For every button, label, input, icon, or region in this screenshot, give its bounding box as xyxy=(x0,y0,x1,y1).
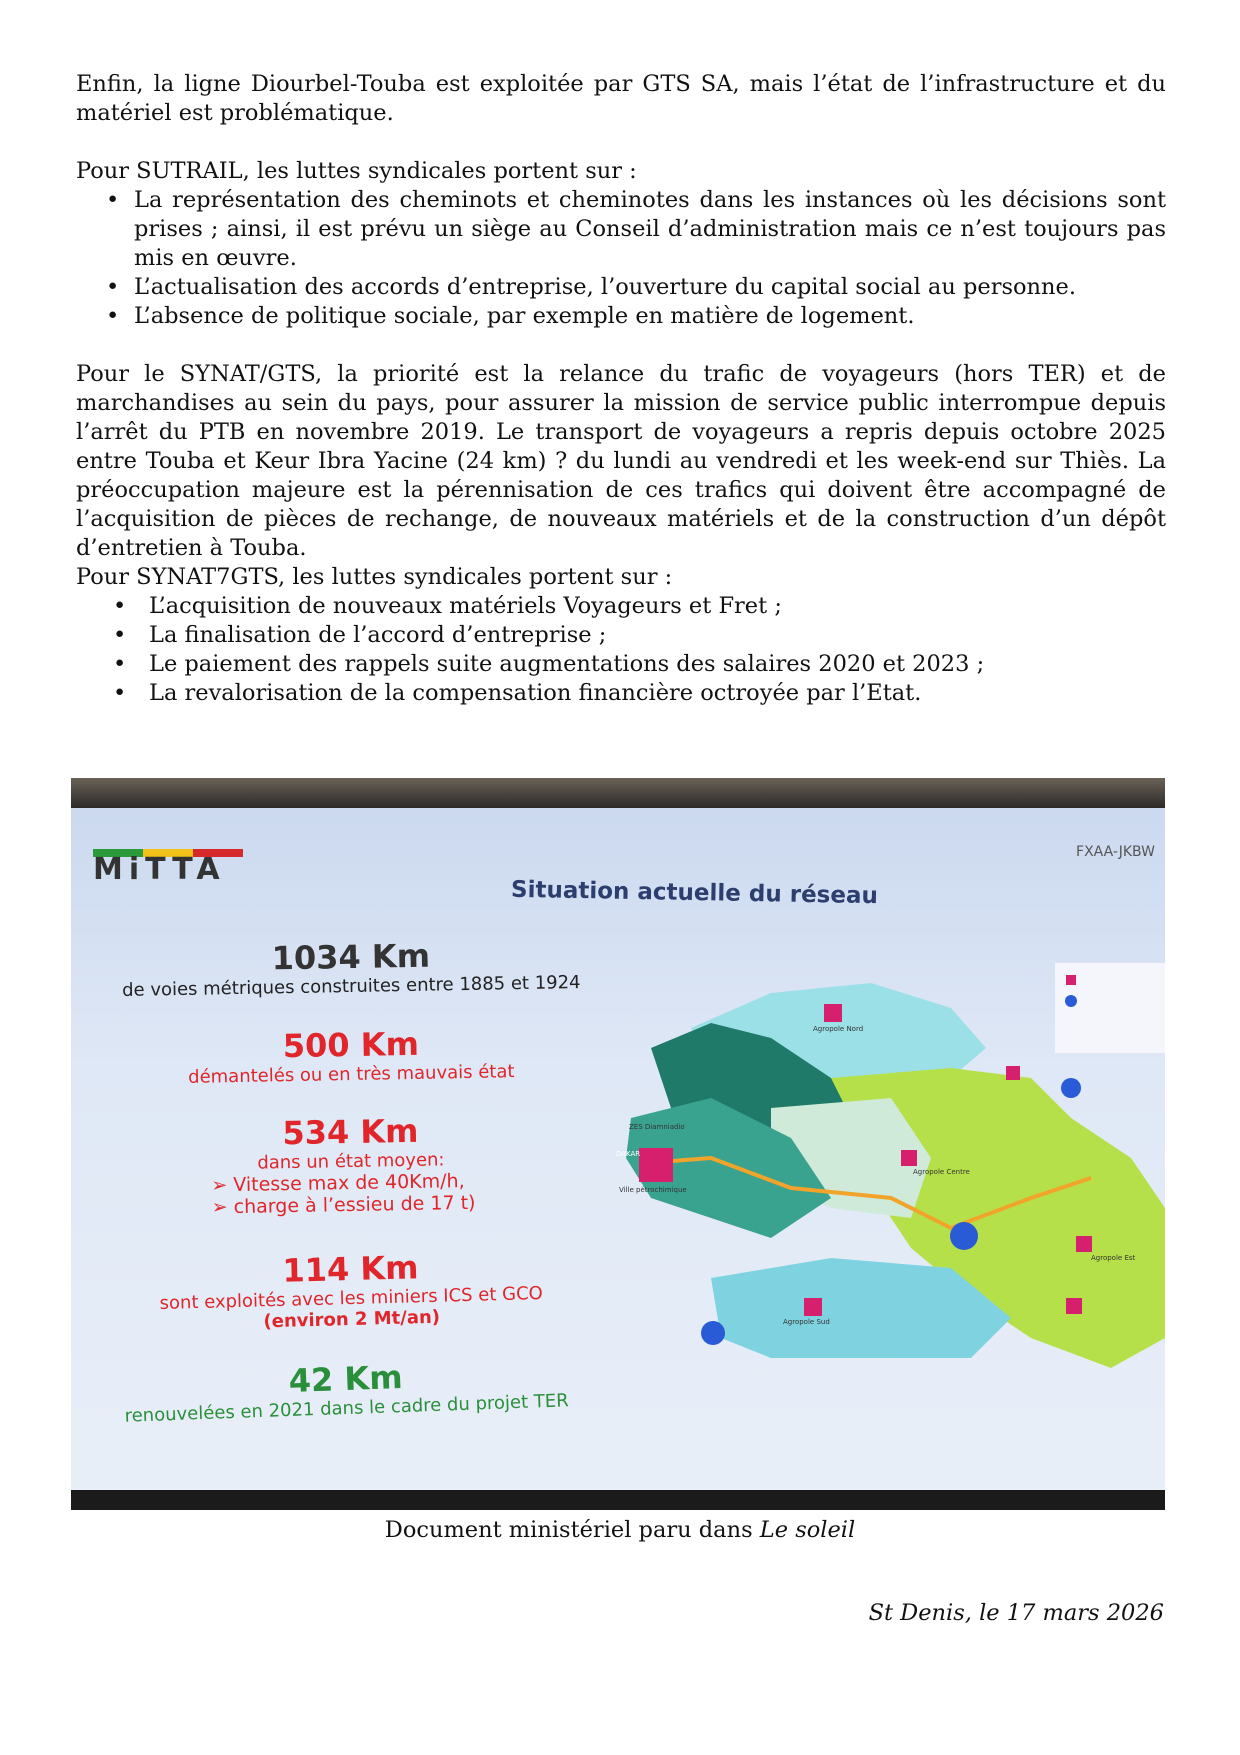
stat-value: 534 Km xyxy=(282,1111,419,1153)
legend-industrial-swatch xyxy=(1066,975,1076,985)
map-label-zes-diamniadio: ZES Diamniadio xyxy=(629,1123,685,1131)
industrial-marker xyxy=(1066,1298,1082,1314)
list-item: • L’actualisation des accords d’entreprise, l’ouverture du capital social au personne. xyxy=(76,273,1166,302)
stat-value: 1034 Km xyxy=(271,936,431,978)
map-label-agropole-est: Agropole Est xyxy=(1091,1254,1136,1262)
stat-value: 500 Km xyxy=(282,1024,420,1066)
synat-list xyxy=(76,592,1166,708)
stat-text: (environ 2 Mt/an) xyxy=(263,1306,441,1333)
logistics-marker xyxy=(950,1222,978,1250)
list-item: • Le paiement des rappels suite augmentations des salaires 2020 et 2023 ; xyxy=(76,650,1166,679)
stat-text: sont exploités avec les miniers ICS et GCO xyxy=(159,1282,544,1315)
list-item: • L’acquisition de nouveaux matériels Voyageurs et Fret ; xyxy=(76,592,1166,621)
agropole-sud-marker xyxy=(804,1298,822,1316)
sutrail-list xyxy=(76,186,1166,331)
map-label-dakar: DAKAR xyxy=(616,1150,641,1158)
list-item: • La finalisation de l’accord d’entreprise ; xyxy=(76,621,1166,650)
agropole-centre-marker xyxy=(901,1150,917,1166)
list-item: • L’absence de politique sociale, par exemple en matière de logement. xyxy=(76,302,1166,331)
stat-value: 42 Km xyxy=(288,1358,404,1400)
senegal-map xyxy=(71,778,1165,1510)
caption-source: Le soleil xyxy=(759,1517,856,1543)
stat-text: démantelés ou en très mauvais état xyxy=(188,1061,515,1088)
list-item: • La revalorisation de la compensation financière octroyée par l’Etat. xyxy=(76,679,1166,708)
stat-value: 114 Km xyxy=(281,1248,419,1290)
map-label-agropole-sud: Agropole Sud xyxy=(783,1318,830,1326)
logistics-marker xyxy=(701,1321,725,1345)
stat-text: renouvelées en 2021 dans le cadre du projet TER xyxy=(124,1390,570,1427)
map-label-agropole-centre: Agropole Centre xyxy=(913,1168,970,1176)
map-label-ville-petrochimique: Ville pétrochimique xyxy=(619,1186,687,1194)
paragraph-synat-priority: Pour le SYNAT/GTS, la priorité est la relance du trafic de voyageurs (hors TER) et de marchandises au sein du pays, pour assurer la mission de service public interrompue depuis l’arrêt du PTB en novembre 2019. Le transport de voyageurs a repris depuis octobre 2025 entre Touba et Keur Ibra Yacine (24 km) ? du lundi au vendredi et les week-end sur Thiès. La préoccupation majeure est la pérennisation de ces trafics qui doivent être accompagné de l’acquisition de pièces de rechange, de nouveaux matériels et de la construction d’un dépôt d’entretien à Touba. xyxy=(76,361,1166,561)
industrial-marker xyxy=(1006,1066,1020,1080)
document-body xyxy=(76,70,1166,708)
stat-text: de voies métriques construites entre 1885 et 1924 xyxy=(121,971,581,1001)
screen-bezel-bottom xyxy=(71,1490,1165,1510)
ville-petrochimique-marker xyxy=(639,1148,673,1182)
stat-text: dans un état moyen: xyxy=(257,1149,445,1174)
legend-logistics-swatch xyxy=(1065,995,1077,1007)
agropole-nord-marker xyxy=(824,1004,842,1022)
photo-caption xyxy=(0,1517,1240,1543)
signature-date: St Denis, le 17 mars 2026 xyxy=(868,1600,1164,1626)
paragraph-synat-intro: Pour SYNAT7GTS, les luttes syndicales portent sur : xyxy=(76,564,673,590)
slide-code: FXAA-JKBW xyxy=(1076,844,1155,860)
paragraph-diourbel: Enfin, la ligne Diourbel-Touba est exploitée par GTS SA, mais l’état de l’infrastructure et du matériel est problématique. xyxy=(76,71,1166,126)
map-label-agropole-nord: Agropole Nord xyxy=(813,1025,864,1033)
stat-text: ➢ charge à l’essieu de 17 t) xyxy=(211,1191,476,1219)
caption-text: Document ministériel paru dans xyxy=(384,1517,760,1543)
slide-photo xyxy=(71,778,1165,1510)
slide-title: Situation actuelle du réseau xyxy=(510,876,879,910)
logistics-marker xyxy=(1061,1078,1081,1098)
list-item: • La représentation des cheminots et cheminotes dans les instances où les décisions sont prises ; ainsi, il est prévu un siège au Conseil d’administration mais ce n’est toujours pas mis en œuvre. xyxy=(76,186,1166,273)
mitta-logo: MiTTA xyxy=(93,852,226,887)
agropole-est-marker xyxy=(1076,1236,1092,1252)
paragraph-sutrail-intro: Pour SUTRAIL, les luttes syndicales portent sur : xyxy=(76,158,637,184)
stat-text: ➢ Vitesse max de 40Km/h, xyxy=(211,1170,465,1197)
